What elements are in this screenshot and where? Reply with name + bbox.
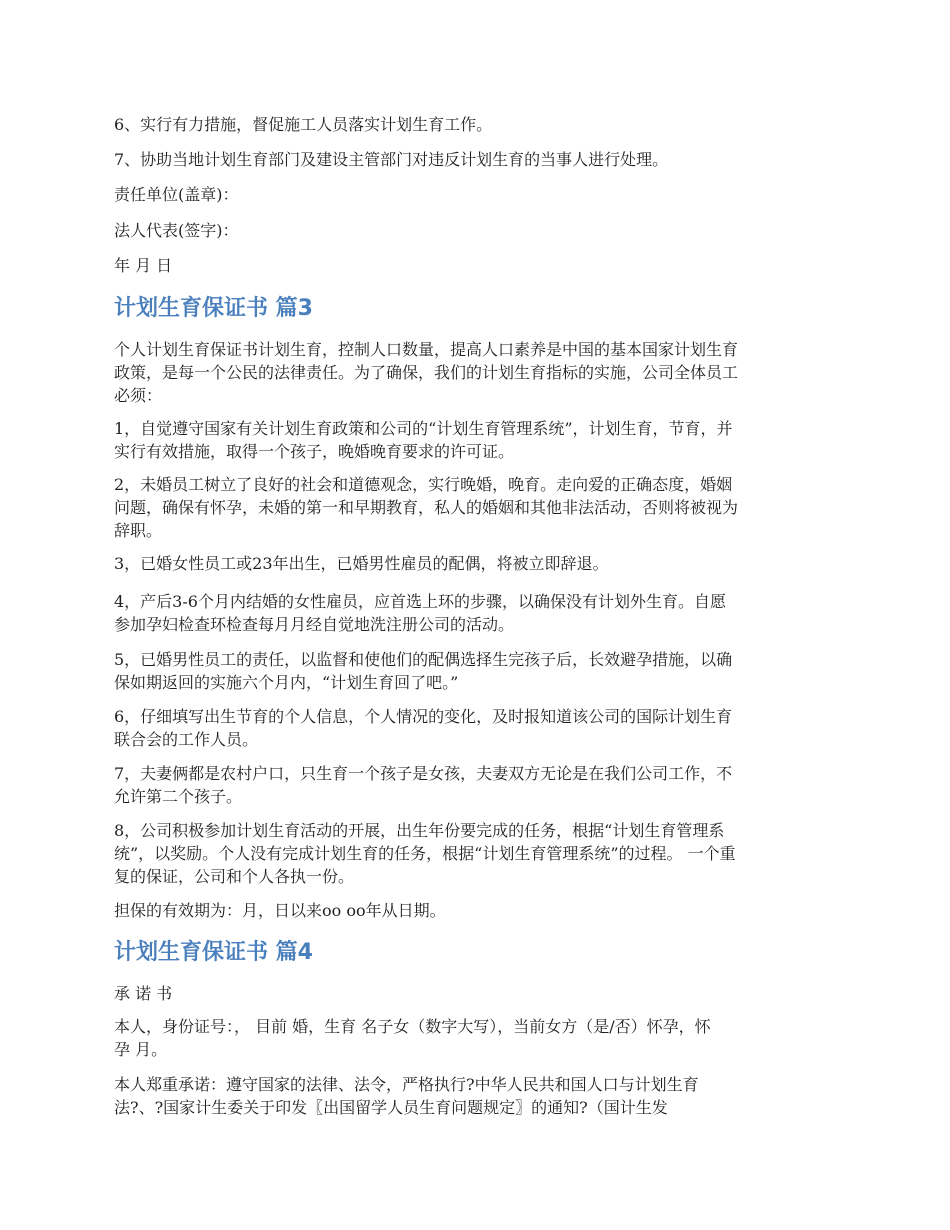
- section-3-intro: [114, 338, 842, 407]
- text-line: 参加孕妇检查环检查每月月经自觉地洗注册公司的活动。: [114, 615, 515, 634]
- text-line: 本人郑重承诺：遵守国家的法律、法令，严格执行?中华人民共和国人口与计划生育: [114, 1075, 699, 1094]
- text-line: 6，仔细填写出生节育的个人信息，个人情况的变化，及时报知道该公司的国际计划生育: [114, 707, 733, 726]
- text-line: 保如期返回的实施六个月内，“计划生育回了吧。”: [114, 673, 459, 692]
- section-3-heading: 计划生育保证书 篇3: [114, 296, 313, 321]
- text-line: 统”，以奖励。个人没有完成计划生育的任务，根据“计划生育管理系统”的过程。 一个重: [114, 844, 736, 863]
- text-line: 政策，是每一个公民的法律责任。为了确保，我们的计划生育指标的实施，公司全体员工: [114, 363, 739, 382]
- section-3-item-1: [114, 417, 842, 463]
- legal-rep-line: 法人代表(签字)：: [114, 221, 239, 240]
- text-line: 8，公司积极参加计划生育活动的开展，出生年份要完成的任务，根据“计划生育管理系: [114, 821, 725, 840]
- text-line: 个人计划生育保证书计划生育，控制人口数量，提高人口素养是中国的基本国家计划生育: [114, 340, 739, 359]
- section-3-item-6: [114, 705, 842, 751]
- text-line: 法?、?国家计生委关于印发〖出国留学人员生育问题规定〗的通知?（国计生发: [114, 1098, 668, 1117]
- section-3-item-4: [114, 590, 842, 636]
- section-4-heading: 计划生育保证书 篇4: [114, 940, 313, 965]
- section-3-item-5: [114, 648, 842, 694]
- text-line: 辞职。: [114, 521, 163, 540]
- section-4-statement: [114, 1015, 842, 1061]
- text-line: 允许第二个孩子。: [114, 787, 243, 806]
- text-line: 2，未婚员工树立了良好的社会和道德观念，实行晚婚，晚育。走向爱的正确态度，婚姻: [114, 475, 733, 494]
- text-line: 复的保证，公司和个人各执一份。: [114, 867, 355, 886]
- unit-seal-line: 责任单位(盖章)：: [114, 185, 239, 204]
- text-line: 1，自觉遵守国家有关计划生育政策和公司的“计划生育管理系统”，计划生育，节育，并: [114, 419, 733, 438]
- section-4-pledge: [114, 1073, 842, 1119]
- intro-item-7: 7、协助当地计划生育部门及建设主管部门对违反计划生育的当事人进行处理。: [114, 150, 669, 169]
- section-4-title: 承 诺 书: [114, 984, 173, 1003]
- text-line: 必须：: [114, 386, 163, 405]
- section-3-item-2: [114, 473, 842, 542]
- text-line: 本人，身份证号：， 目前 婚，生育 名子女（数字大写），当前女方（是/否）怀孕，怀: [114, 1017, 711, 1036]
- section-3-validity: 担保的有效期为：月，日以来oo oo年从日期。: [114, 901, 446, 920]
- intro-item-6: 6、实行有力措施，督促施工人员落实计划生育工作。: [114, 115, 493, 134]
- section-3-item-3: [114, 552, 842, 575]
- text-line: 实行有效措施，取得一个孩子，晚婚晚育要求的许可证。: [114, 442, 515, 461]
- section-3-item-7: [114, 762, 842, 808]
- text-line: 孕 月。: [114, 1040, 168, 1059]
- date-line: 年 月 日: [114, 256, 173, 275]
- section-3-item-8: [114, 819, 842, 888]
- text-line: 5，已婚男性员工的责任，以监督和使他们的配偶选择生完孩子后，长效避孕措施，以确: [114, 650, 733, 669]
- text-line: 3，已婚女性员工或23年出生，已婚男性雇员的配偶，将被立即辞退。: [114, 554, 609, 573]
- text-line: 问题，确保有怀孕，未婚的第一和早期教育，私人的婚姻和其他非法活动，否则将被视为: [114, 498, 739, 517]
- text-line: 4，产后3-6个月内结婚的女性雇员，应首选上环的步骤，以确保没有计划外生育。自愿: [114, 592, 726, 611]
- text-line: 联合会的工作人员。: [114, 730, 259, 749]
- text-line: 7，夫妻俩都是农村户口，只生育一个孩子是女孩，夫妻双方无论是在我们公司工作，不: [114, 764, 733, 783]
